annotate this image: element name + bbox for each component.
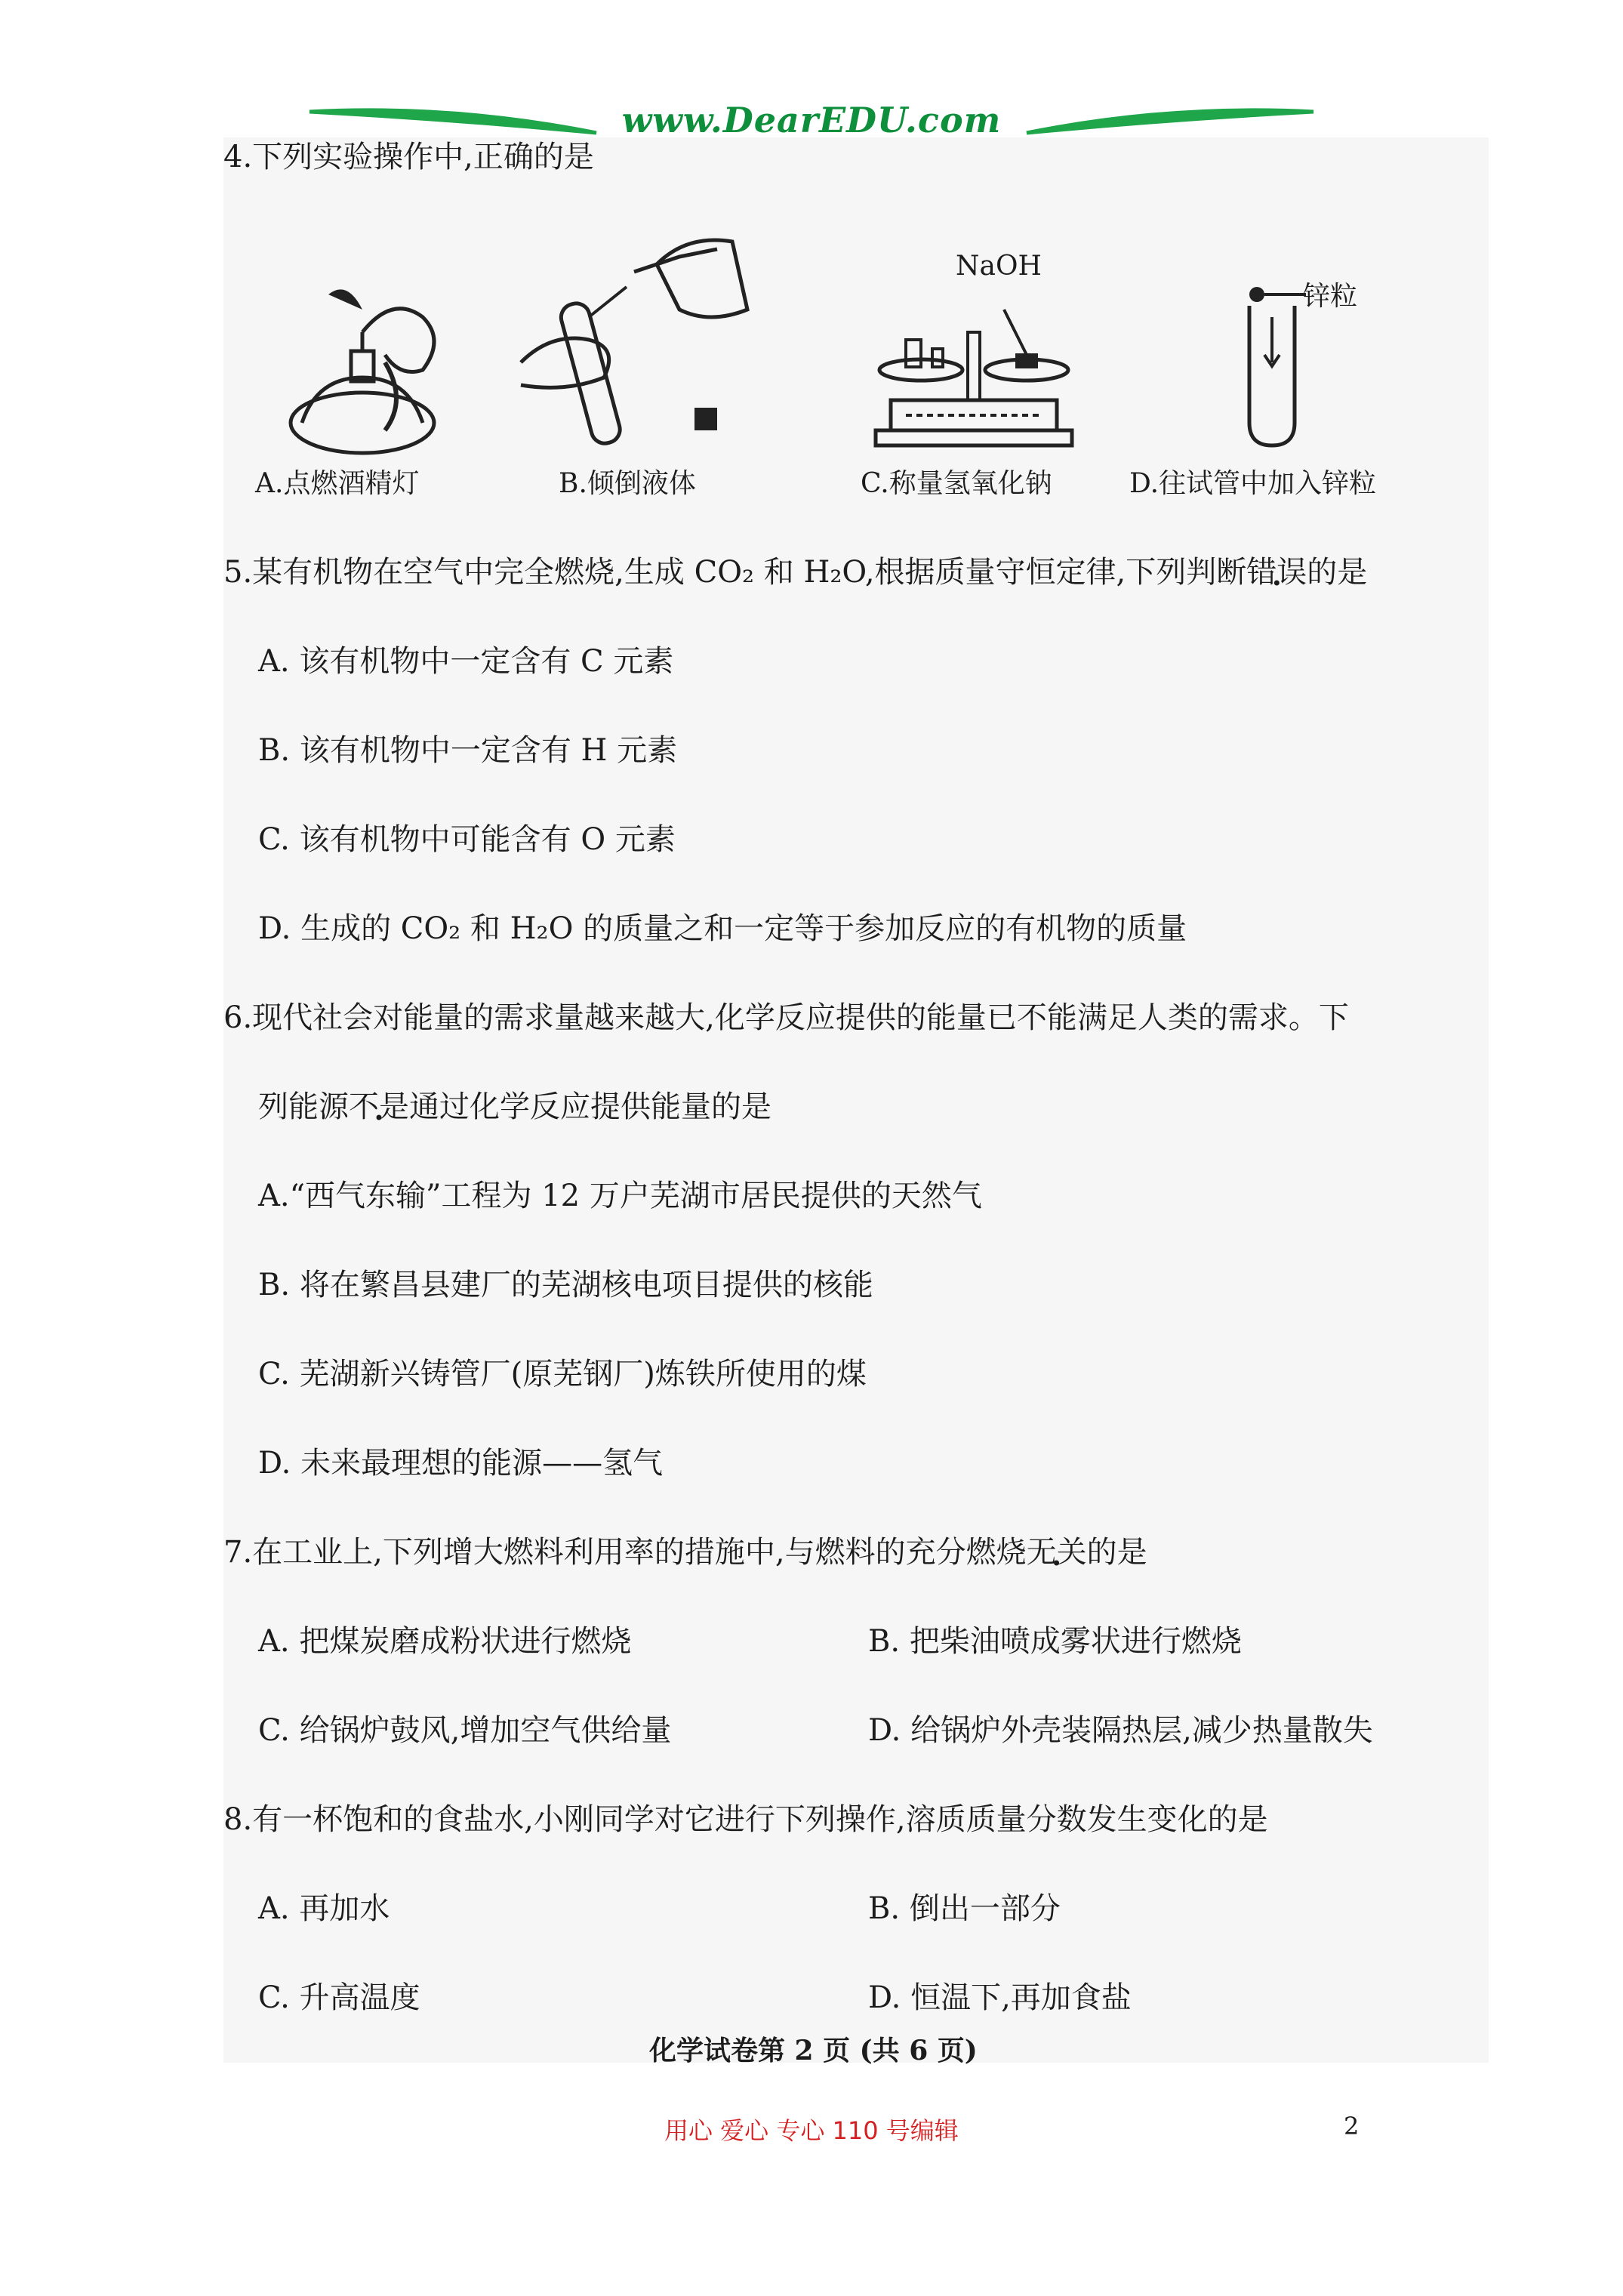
q5-option-d: D. 生成的 CO₂ 和 H₂O 的质量之和一定等于参加反应的有机物的质量	[258, 911, 1187, 946]
label-naoh: NaOH	[956, 251, 1042, 282]
q4-option-a: A.点燃酒精灯	[255, 468, 420, 499]
q6-stem-line1: 6.现代社会对能量的需求量越来越大,化学反应提供的能量已不能满足人类的需求。下	[223, 1000, 1349, 1035]
q5-option-c: C. 该有机物中可能含有 O 元素	[258, 822, 676, 857]
label-zinc: 锌粒	[1303, 281, 1358, 312]
q7-option-d: D. 给锅炉外壳装隔热层,减少热量散失	[868, 1713, 1373, 1748]
q7-stem-emphasis: 无关	[1026, 1535, 1087, 1570]
q7-option-b: B. 把柴油喷成雾状进行燃烧	[868, 1624, 1242, 1659]
q6-stem-emphasis: 不是	[349, 1089, 409, 1124]
q8-option-d: D. 恒温下,再加食盐	[868, 1980, 1132, 2015]
exam-page-footer: 化学试卷第 2 页 (共 6 页)	[649, 2035, 978, 2066]
q8-option-a: A. 再加水	[258, 1891, 390, 1926]
q6-stem-line2	[258, 1090, 771, 1123]
editor-note: 用心 爱心 专心 110 号编辑	[664, 2116, 959, 2145]
q7-stem-text: 7.在工业上,下列增大燃料利用率的措施中,与燃料的充分燃烧	[223, 1535, 1027, 1570]
q6-option-c: C. 芜湖新兴铸管厂(原芜钢厂)炼铁所使用的煤	[258, 1357, 867, 1391]
q6-option-b: B. 将在繁昌县建厂的芜湖核电项目提供的核能	[258, 1268, 873, 1302]
q5-option-b: B. 该有机物中一定含有 H 元素	[258, 733, 678, 768]
figure-test-tube-zinc	[1238, 279, 1329, 453]
q8-stem: 8.有一杯饱和的食盐水,小刚同学对它进行下列操作,溶质质量分数发生变化的是	[223, 1802, 1268, 1837]
q7-stem	[223, 1536, 1147, 1569]
q4-option-d: D.往试管中加入锌粒	[1129, 468, 1377, 499]
q5-option-a: A. 该有机物中一定含有 C 元素	[258, 644, 674, 679]
figure-alcohol-lamp	[272, 279, 453, 461]
q6-option-a: A.“西气东输”工程为 12 万户芜湖市居民提供的天然气	[258, 1179, 982, 1213]
q8-option-c: C. 升高温度	[258, 1980, 420, 2015]
q4-stem: 4.下列实验操作中,正确的是	[223, 140, 594, 174]
figure-pouring-liquid	[506, 227, 778, 453]
q5-stem-text: 5.某有机物在空气中完全燃烧,生成 CO₂ 和 H₂O,根据质量守恒定律,下列判断	[223, 555, 1247, 590]
q7-option-a: A. 把煤炭磨成粉状进行燃烧	[258, 1624, 632, 1659]
page-number: 2	[1344, 2112, 1360, 2140]
q5-stem	[223, 556, 1367, 589]
q5-stem-end: 的是	[1307, 555, 1368, 590]
q7-option-c: C. 给锅炉鼓风,增加空气供给量	[258, 1713, 672, 1748]
q6-stem-end: 通过化学反应提供能量的是	[409, 1089, 771, 1124]
q6-option-d: D. 未来最理想的能源——氢气	[258, 1446, 664, 1481]
figure-balance-scale	[861, 294, 1087, 453]
q7-stem-end: 的是	[1086, 1535, 1147, 1570]
q8-option-b: B. 倒出一部分	[868, 1891, 1061, 1926]
q6-stem-text: 列能源	[258, 1089, 349, 1124]
q4-option-c: C.称量氢氧化钠	[861, 468, 1052, 499]
q5-stem-emphasis: 错误	[1246, 555, 1307, 590]
q4-option-b: B.倾倒液体	[559, 468, 696, 499]
site-logo-text[interactable]: www.DearEDU.com	[621, 100, 1002, 140]
